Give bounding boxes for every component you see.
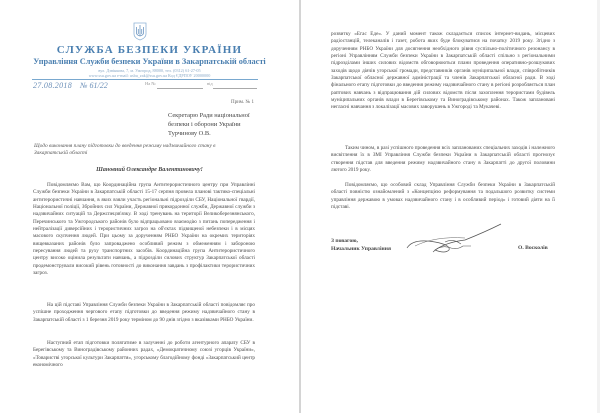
signatory-name: О. Восколів: [518, 245, 548, 251]
reference-date-label: від: [207, 81, 213, 86]
letterhead-address: вул. Дзвінкова, 7, м. Ужгород, 88000, тел. (0312) 61-27-05: [98, 68, 201, 73]
paragraph-text: Повідомляємо, що особовий склад Управління Служби безпеки України в Закарпатській області повністю ознайомлений з «Концепцією реформування та подальшого розвитку системи управління державою в умовах надзвичайного стану і в особливий період» і готовий діяти на її підставі.: [331, 182, 555, 211]
addressee-line: безпеки і оборони України: [168, 121, 241, 128]
signature-block: [331, 237, 391, 253]
reference-date-blank: [213, 88, 257, 89]
body-paragraph: [331, 31, 555, 112]
addressee-block: [168, 111, 268, 138]
letter-subject: Щодо виконання плану підготовки до введення режиму надзвичайного стану в Закарпатській області: [34, 143, 216, 157]
department-name: Управління Служби безпеки України в Закарпатській області: [33, 57, 266, 66]
salutation: Шановний Олександре Валентиновичу!: [96, 167, 203, 173]
letter-page-1: [0, 0, 299, 413]
organization-name: СЛУЖБА БЕЗПЕКИ УКРАЇНИ: [56, 44, 243, 56]
paragraph-text: Таким чином, в разі успішного проведення всіх запланованих спеціальних заходів і належного висвітлення їх в ЗМІ Управління Служби безпеки України в Закарпатській області прогнозує створення підстав для введення режиму надзвичайного стану в Закарпатті до другої половини лютого 2019 року.: [331, 145, 555, 174]
registration-date: 27.08.2018: [33, 81, 72, 90]
handwritten-signature-icon: [405, 222, 505, 254]
paragraph-text: На цій підставі Управління Служби безпеки України в Закарпатській області повідомляє про успішне проходження чергового етапу підготовки до введення режиму надзвичайного стану в Закарпатській області з 1 березня 2019 року терміном до 90 днів згідно з вказівками РНБО України.: [33, 302, 255, 323]
paragraph-text: Наступний етап підготовки полягатиме в залученні до роботи агентурного апарату СБУ в Берегівському та Виноградівському районних радах, «Демократичному союзі угорців України», «Товаристві угорської культури Закарпаття», угорському благодійному фонді «Закарпатський центр економічного: [33, 340, 255, 369]
copy-number: Прим. № 1: [231, 100, 254, 105]
paragraph-text: розвитку «Егас Еде». У даний момент також складається список інтернет-видань, місцевих радіостанцій, телеканалів і газет, робота яких буде блокуватися на початку 2019 року. Згідно з дорученням РНБО України для досягнення необхідного рівня суспільно-політичного резонансу в регіоні Управлінням Служби безпеки України в Закарпатській області спільно з регіональними підрозділами інших силових відомств обговорюються плани проведення оперативно-розшукових заходів щодо діячів угорської громади, представників органів муніципальної влади, співробітників Закарпатської обласної державної адміністрації та членів Закарпатської обласної ради. В ході фінального етапу підготовки до введення режиму надзвичайного стану в регіоні розробляється план раптових навчань з відпрацювання дій силових відомств після захоплення терористами будівель муніципальних органів влади в Берегівському та Виноградівському районах. Також заплановані негласні навчання з локалізації масових заворушень в Ужгороді та Мукачеві.: [331, 31, 555, 111]
body-paragraph: [331, 182, 555, 211]
body-paragraph: [33, 302, 255, 324]
letterhead-rule: [32, 79, 258, 80]
paragraph-text: Повідомляємо Вам, що Координаційна група Антитерористичного центру при Управлінні Служби безпеки України в Закарпатській області 15-17 серпня провела планові тактико-спеціальні антитерористичні навчання, в яких взяли участь регіональні підрозділи СБУ, Національної гвардії, Національної поліції, Збройних сил України, Державної прикордонної служби, Державної служби з надзвичайних ситуацій та Держспецзв'язку. В ході тренувань на території Великоберезнянського, Перечинського та Ужгородського районів було відпрацьовано взаємодію з питань попередження і нейтралізації диверсійних і терористичних загроз на об'єктах підвищеної небезпеки і в місцях масового скупчення людей. При цьому за дорученням РНБО України на окремих територіях вищевказаних районів було запроваджено особливий режим з обмеженням і забороною пересування людей та руху транспортних засобів. Координаційна група Антитерористичного центру високо оцінила результати навчань, а підрозділи силових структур Закарпатської області продемонстрували високий рівень готовності до виконання завдань з профілактики терористичних загроз.: [33, 182, 255, 277]
addressee-line: Секретарю Ради національної: [168, 112, 250, 119]
closing-regards: З повагою,: [331, 238, 358, 244]
reference-number-blank: [157, 88, 203, 89]
signatory-position: Начальник Управління: [331, 246, 391, 252]
body-paragraph: [331, 145, 555, 174]
addressee-line: Турчинову О.В.: [168, 130, 211, 137]
reference-number-label: На №: [145, 81, 156, 86]
registration-number: № 61/22: [80, 81, 108, 90]
body-paragraph: [33, 182, 255, 277]
letterhead-contacts: www.ssu.gov.ua e-mail: usbu_zak@ssu.gov.ua Код ЄДРПОУ 20000000: [88, 73, 211, 78]
trident-emblem-icon: [133, 22, 147, 41]
body-paragraph: [33, 340, 255, 369]
